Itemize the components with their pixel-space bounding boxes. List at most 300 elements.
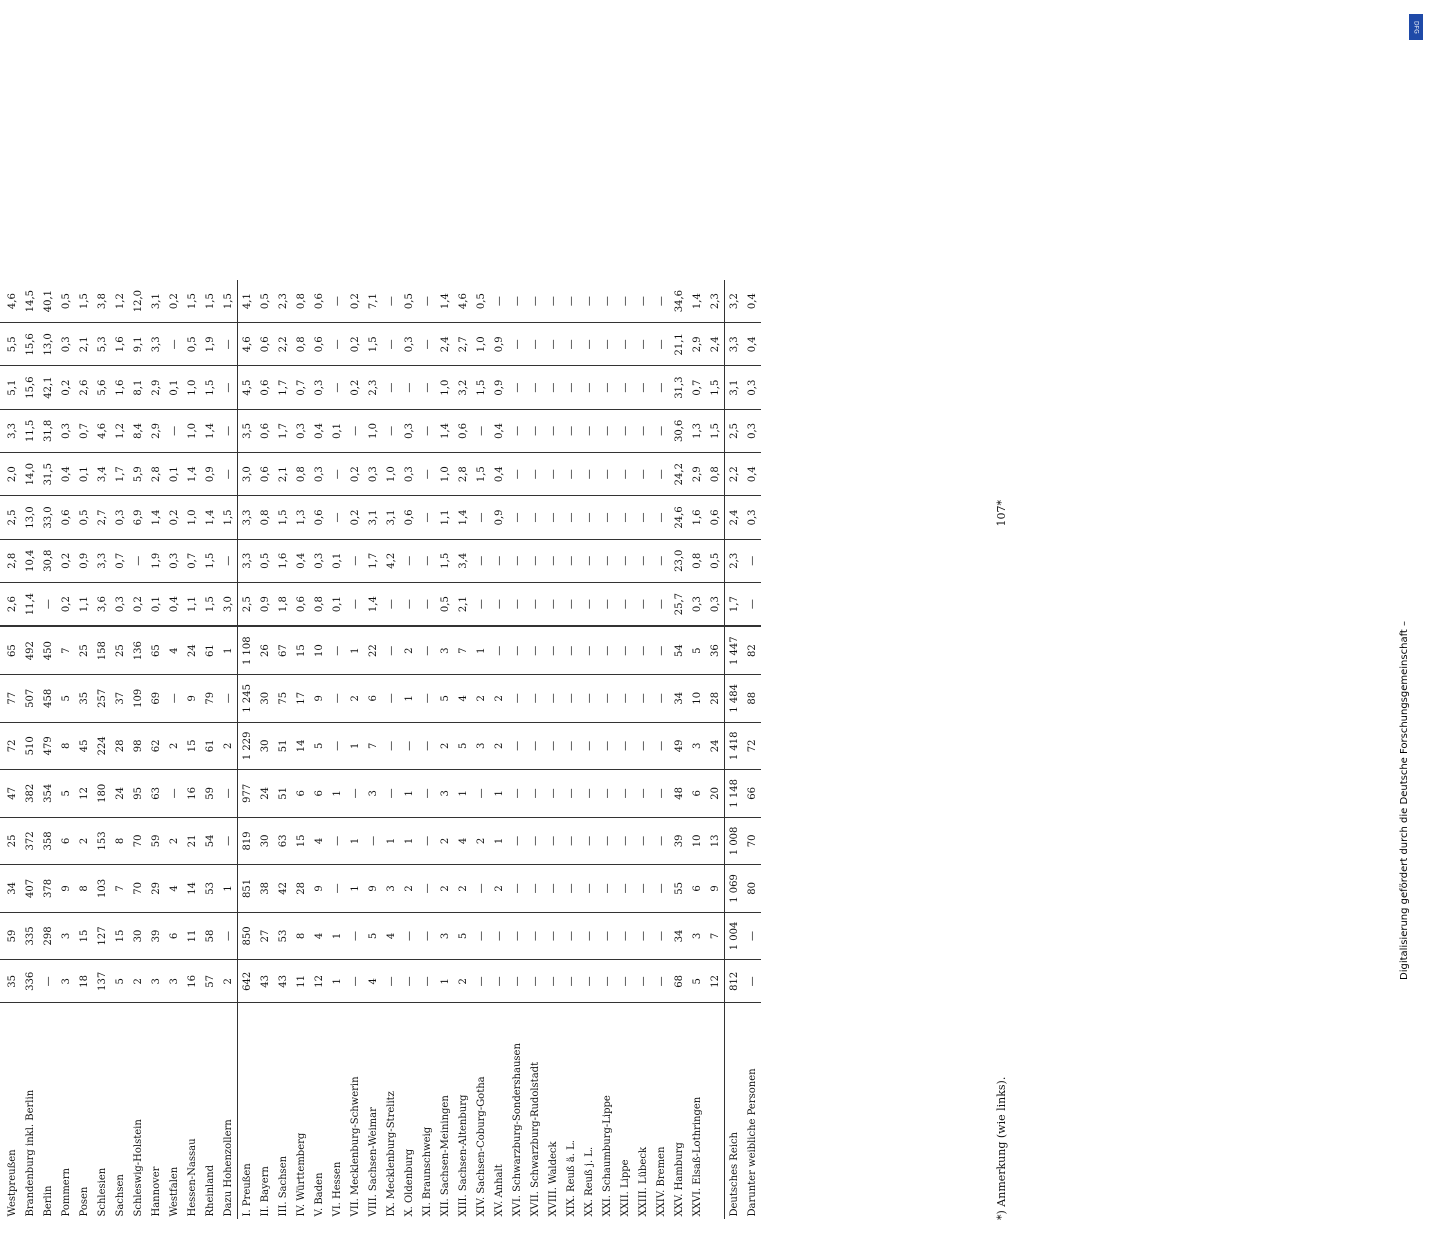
- table-cell: 1: [490, 817, 508, 865]
- table-cell: 1,1: [183, 582, 201, 626]
- table-cell: —: [508, 496, 526, 539]
- table-cell: 28: [706, 675, 725, 723]
- table-cell: 11,5: [21, 409, 39, 452]
- table-cell: 1,5: [706, 366, 725, 409]
- table-row: [670, 280, 688, 1220]
- table-cell: 1,1: [75, 582, 93, 626]
- table-cell: —: [580, 770, 598, 818]
- table-cell: —: [616, 960, 634, 1003]
- table-cell: 0,2: [346, 280, 364, 323]
- table-cell: 45: [75, 722, 93, 770]
- table-cell: 510: [21, 722, 39, 770]
- table-cell: —: [526, 912, 544, 960]
- table-cell: 34: [3, 865, 21, 913]
- table-cell: —: [562, 675, 580, 723]
- table-cell: 47: [3, 770, 21, 818]
- table-cell: 3,3: [93, 539, 111, 582]
- table-row: [111, 280, 129, 1220]
- table-cell: 1 008: [725, 817, 744, 865]
- table-cell: 2,1: [454, 582, 472, 626]
- table-cell: —: [418, 323, 436, 366]
- table-cell: 25: [3, 817, 21, 865]
- table-cell: 82: [743, 626, 761, 674]
- table-cell: —: [580, 626, 598, 674]
- table-cell: 3,4: [454, 539, 472, 582]
- table-cell: —: [580, 582, 598, 626]
- table-cell: 14,0: [21, 453, 39, 496]
- table-cell: 15: [111, 912, 129, 960]
- table-cell: —: [165, 675, 183, 723]
- table-cell: —: [616, 539, 634, 582]
- table-cell: 0,8: [310, 582, 328, 626]
- table-cell: 58: [201, 912, 219, 960]
- table-cell: 2: [346, 675, 364, 723]
- table-cell: 5,9: [129, 453, 147, 496]
- table-cell: 1,7: [364, 539, 382, 582]
- row-label: XX. Reuß j. L.: [583, 1146, 595, 1217]
- table-row: [75, 280, 93, 1220]
- table-cell: 378: [39, 865, 57, 913]
- table-cell: —: [508, 865, 526, 913]
- table-cell: —: [400, 582, 418, 626]
- table-cell: 3,1: [364, 496, 382, 539]
- table-cell: 0,3: [57, 323, 75, 366]
- table-cell: —: [580, 960, 598, 1003]
- table-cell: 6: [292, 770, 310, 818]
- table-cell: 2: [165, 817, 183, 865]
- table-cell: 1: [490, 770, 508, 818]
- table-row: [562, 280, 580, 1220]
- table-cell: 0,2: [346, 366, 364, 409]
- table-cell: 257: [93, 675, 111, 723]
- table-cell: 0,3: [400, 453, 418, 496]
- table-cell: —: [508, 409, 526, 452]
- table-cell: —: [328, 323, 346, 366]
- table-cell: —: [382, 280, 400, 323]
- table-cell: —: [526, 280, 544, 323]
- table-cell: —: [562, 280, 580, 323]
- table-cell: —: [743, 912, 761, 960]
- table-cell: 54: [201, 817, 219, 865]
- table-cell: —: [418, 626, 436, 674]
- table-cell: 6: [688, 770, 706, 818]
- table-cell: 9,1: [129, 323, 147, 366]
- table-cell: 0,8: [688, 539, 706, 582]
- table-cell: 51: [274, 770, 292, 818]
- row-label: Westpreußen: [6, 1149, 18, 1217]
- table-cell: 0,3: [400, 323, 418, 366]
- table-cell: 59: [201, 770, 219, 818]
- table-cell: 1: [346, 865, 364, 913]
- table-cell: 3,3: [238, 496, 257, 539]
- table-cell: —: [598, 817, 616, 865]
- table-cell: —: [580, 366, 598, 409]
- table-cell: 9: [364, 865, 382, 913]
- table-cell: —: [472, 960, 490, 1003]
- table-cell: 4,1: [238, 280, 257, 323]
- table-cell: 4,6: [3, 280, 21, 323]
- table-cell: 65: [147, 626, 165, 674]
- table-cell: —: [652, 280, 670, 323]
- table-cell: 0,4: [292, 539, 310, 582]
- table-cell: 0,8: [292, 453, 310, 496]
- table-cell: 57: [201, 960, 219, 1003]
- table-cell: 1,7: [111, 453, 129, 496]
- table-cell: —: [418, 770, 436, 818]
- table-cell: 1,4: [436, 409, 454, 452]
- row-label: XVIII. Waldeck: [547, 1141, 559, 1217]
- table-cell: —: [346, 539, 364, 582]
- table-cell: 1,0: [183, 366, 201, 409]
- table-cell: 1 484: [725, 675, 744, 723]
- table-cell: 977: [238, 770, 257, 818]
- table-cell: 0,5: [256, 280, 274, 323]
- table-cell: 2,7: [93, 496, 111, 539]
- table-cell: —: [544, 960, 562, 1003]
- table-cell: 2: [436, 722, 454, 770]
- table-row: [436, 280, 454, 1220]
- table-cell: 1,5: [436, 539, 454, 582]
- table-cell: 72: [3, 722, 21, 770]
- table-cell: 0,1: [147, 582, 165, 626]
- table-cell: —: [400, 722, 418, 770]
- table-cell: 0,3: [165, 539, 183, 582]
- row-label: XV. Anhalt: [493, 1164, 505, 1217]
- table-cell: 6: [688, 865, 706, 913]
- table-cell: 38: [256, 865, 274, 913]
- table-cell: —: [418, 539, 436, 582]
- table-cell: —: [472, 582, 490, 626]
- table-row: [165, 280, 183, 1220]
- table-cell: 36: [706, 626, 725, 674]
- table-cell: 458: [39, 675, 57, 723]
- table-cell: 30,6: [670, 409, 688, 452]
- table-cell: 1,5: [472, 453, 490, 496]
- table-cell: 1,8: [274, 582, 292, 626]
- table-cell: —: [652, 722, 670, 770]
- row-label: XXIV. Bremen: [655, 1146, 667, 1217]
- table-cell: —: [616, 770, 634, 818]
- table-cell: 27: [256, 912, 274, 960]
- table-cell: —: [508, 626, 526, 674]
- row-label: [706, 1003, 725, 1220]
- table-cell: 3: [382, 865, 400, 913]
- table-cell: —: [508, 960, 526, 1003]
- table-cell: 2: [436, 865, 454, 913]
- table-cell: —: [346, 770, 364, 818]
- table-row: [725, 280, 744, 1220]
- table-cell: —: [598, 770, 616, 818]
- table-cell: 1: [454, 770, 472, 818]
- table-cell: 15: [183, 722, 201, 770]
- table-cell: 26: [256, 626, 274, 674]
- table-cell: —: [652, 496, 670, 539]
- table-cell: 812: [725, 960, 744, 1003]
- table-cell: 1,9: [201, 323, 219, 366]
- table-cell: 14: [292, 722, 310, 770]
- table-cell: 2,4: [725, 496, 744, 539]
- table-cell: 16: [183, 770, 201, 818]
- table-cell: —: [598, 323, 616, 366]
- table-cell: 30: [256, 722, 274, 770]
- table-cell: 2: [75, 817, 93, 865]
- table-cell: 1,6: [688, 496, 706, 539]
- table-cell: 31,5: [39, 453, 57, 496]
- table-cell: 4,6: [93, 409, 111, 452]
- table-cell: 2: [454, 865, 472, 913]
- table-cell: 0,2: [346, 496, 364, 539]
- table-cell: 34: [670, 675, 688, 723]
- table-cell: —: [472, 912, 490, 960]
- statistics-table: [0, 280, 761, 1220]
- table-cell: —: [526, 960, 544, 1003]
- table-cell: —: [616, 865, 634, 913]
- table-cell: —: [526, 366, 544, 409]
- table-cell: —: [544, 496, 562, 539]
- table-cell: 61: [201, 722, 219, 770]
- table-cell: 24: [256, 770, 274, 818]
- table-cell: 3,0: [238, 453, 257, 496]
- table-cell: 7: [454, 626, 472, 674]
- table-cell: —: [508, 722, 526, 770]
- row-label: XVI. Schwarzburg-Sondershausen: [511, 1043, 523, 1217]
- table-row: [238, 280, 257, 1220]
- table-cell: 407: [21, 865, 39, 913]
- table-cell: 7,1: [364, 280, 382, 323]
- table-cell: 15,6: [21, 323, 39, 366]
- table-cell: 0,4: [490, 453, 508, 496]
- table-cell: 0,3: [111, 496, 129, 539]
- table-cell: 1,5: [201, 539, 219, 582]
- table-cell: 1,9: [147, 539, 165, 582]
- table-cell: 1,7: [725, 582, 744, 626]
- table-cell: 0,5: [706, 539, 725, 582]
- table-cell: 1,3: [688, 409, 706, 452]
- table-cell: 0,8: [292, 323, 310, 366]
- table-cell: —: [598, 366, 616, 409]
- table-cell: —: [490, 626, 508, 674]
- table-cell: 7: [364, 722, 382, 770]
- table-cell: —: [382, 366, 400, 409]
- table-cell: —: [743, 582, 761, 626]
- table-cell: —: [562, 496, 580, 539]
- table-cell: 48: [670, 770, 688, 818]
- table-cell: —: [328, 817, 346, 865]
- table-cell: 16: [183, 960, 201, 1003]
- table-cell: —: [562, 626, 580, 674]
- table-cell: —: [328, 453, 346, 496]
- table-cell: 2,2: [274, 323, 292, 366]
- table-cell: 1,4: [201, 409, 219, 452]
- table-cell: 0,1: [328, 582, 346, 626]
- table-cell: 5,5: [3, 323, 21, 366]
- table-cell: 1,5: [201, 582, 219, 626]
- table-cell: 6,9: [129, 496, 147, 539]
- table-cell: 2: [490, 865, 508, 913]
- table-cell: 2,4: [436, 323, 454, 366]
- table-cell: 12: [706, 960, 725, 1003]
- table-cell: 3,6: [93, 582, 111, 626]
- table-cell: 2: [129, 960, 147, 1003]
- table-cell: 127: [93, 912, 111, 960]
- dfg-sidebar: [1399, 0, 1432, 1000]
- table-cell: 59: [3, 912, 21, 960]
- table-cell: 0,2: [165, 496, 183, 539]
- table-cell: 40,1: [39, 280, 57, 323]
- table-cell: —: [634, 409, 652, 452]
- table-cell: 2: [165, 722, 183, 770]
- row-label: XVII. Schwarzburg-Rudolstadt: [529, 1061, 541, 1217]
- table-cell: 819: [238, 817, 257, 865]
- table-cell: 0,4: [490, 409, 508, 452]
- table-cell: —: [634, 323, 652, 366]
- table-cell: —: [544, 539, 562, 582]
- table-cell: 180: [93, 770, 111, 818]
- table-cell: 1,0: [436, 453, 454, 496]
- table-cell: —: [580, 280, 598, 323]
- table-cell: 5: [57, 770, 75, 818]
- table-cell: 1,4: [436, 280, 454, 323]
- table-row: [57, 280, 75, 1220]
- table-cell: —: [328, 280, 346, 323]
- table-cell: —: [652, 912, 670, 960]
- table-cell: 6: [310, 770, 328, 818]
- table-cell: —: [526, 770, 544, 818]
- table-cell: 6: [165, 912, 183, 960]
- table-cell: —: [508, 323, 526, 366]
- table-cell: 0,1: [328, 539, 346, 582]
- table-cell: 158: [93, 626, 111, 674]
- table-cell: 0,3: [743, 496, 761, 539]
- table-cell: 53: [274, 912, 292, 960]
- table-cell: —: [634, 722, 652, 770]
- table-cell: —: [165, 770, 183, 818]
- table-cell: —: [219, 409, 238, 452]
- table-cell: 4: [165, 626, 183, 674]
- table-cell: 0,6: [57, 496, 75, 539]
- table-cell: 851: [238, 865, 257, 913]
- table-cell: 2,5: [238, 582, 257, 626]
- table-cell: —: [743, 960, 761, 1003]
- row-label: II. Bayern: [259, 1166, 271, 1217]
- table-cell: —: [652, 323, 670, 366]
- table-cell: —: [580, 817, 598, 865]
- table-cell: —: [364, 817, 382, 865]
- row-label: XXIII. Lübeck: [637, 1146, 649, 1217]
- table-cell: —: [634, 626, 652, 674]
- table-cell: 3,2: [454, 366, 472, 409]
- table-cell: 1 245: [238, 675, 257, 723]
- table-cell: —: [562, 323, 580, 366]
- table-cell: 3: [165, 960, 183, 1003]
- table-cell: —: [400, 960, 418, 1003]
- table-cell: 0,8: [706, 453, 725, 496]
- table-cell: —: [490, 280, 508, 323]
- table-cell: —: [472, 539, 490, 582]
- table-cell: 43: [256, 960, 274, 1003]
- table-cell: —: [616, 675, 634, 723]
- table-cell: —: [219, 323, 238, 366]
- table-cell: 2,9: [147, 366, 165, 409]
- row-label: Berlin: [42, 1185, 54, 1217]
- table-cell: —: [526, 323, 544, 366]
- table-cell: 10: [688, 817, 706, 865]
- table-cell: 9: [183, 675, 201, 723]
- table-row: [147, 280, 165, 1220]
- table-cell: 0,9: [490, 496, 508, 539]
- table-cell: 3: [436, 770, 454, 818]
- table-row: [382, 280, 400, 1220]
- row-label: I. Preußen: [238, 1003, 257, 1220]
- table-cell: 2: [490, 722, 508, 770]
- table-cell: 2: [400, 626, 418, 674]
- table-cell: 298: [39, 912, 57, 960]
- table-cell: 492: [21, 626, 39, 674]
- table-cell: 2,5: [725, 409, 744, 452]
- table-cell: 3: [472, 722, 490, 770]
- table-cell: —: [508, 539, 526, 582]
- table-cell: 0,2: [129, 582, 147, 626]
- table-cell: 7: [111, 865, 129, 913]
- table-cell: 4: [382, 912, 400, 960]
- table-cell: 3,3: [147, 323, 165, 366]
- table-cell: 4,5: [238, 366, 257, 409]
- table-cell: 153: [93, 817, 111, 865]
- table-cell: —: [508, 366, 526, 409]
- table-cell: 30: [256, 817, 274, 865]
- table-cell: —: [634, 453, 652, 496]
- table-cell: —: [634, 817, 652, 865]
- table-cell: 43: [274, 960, 292, 1003]
- table-row: [634, 280, 652, 1220]
- table-cell: 1,0: [436, 366, 454, 409]
- table-cell: 8: [292, 912, 310, 960]
- table-cell: 2,5: [3, 496, 21, 539]
- table-cell: —: [616, 280, 634, 323]
- table-cell: 63: [274, 817, 292, 865]
- table-cell: 24: [183, 626, 201, 674]
- table-cell: 2: [472, 817, 490, 865]
- row-label: Westfalen: [168, 1166, 180, 1217]
- row-label: VII. Mecklenburg-Schwerin: [349, 1076, 361, 1217]
- table-cell: 1: [472, 626, 490, 674]
- table-cell: 0,5: [75, 496, 93, 539]
- table-cell: 2: [219, 960, 238, 1003]
- table-cell: 2: [490, 675, 508, 723]
- table-cell: 1 004: [725, 912, 744, 960]
- table-cell: 2: [454, 960, 472, 1003]
- table-cell: 13: [706, 817, 725, 865]
- table-cell: —: [562, 582, 580, 626]
- table-cell: 0,3: [111, 582, 129, 626]
- table-cell: 2,8: [454, 453, 472, 496]
- table-cell: 3,1: [382, 496, 400, 539]
- table-cell: 1,5: [201, 280, 219, 323]
- table-cell: 95: [129, 770, 147, 818]
- table-cell: —: [634, 280, 652, 323]
- table-cell: 10,4: [21, 539, 39, 582]
- table-cell: —: [544, 280, 562, 323]
- table-cell: 0,7: [111, 539, 129, 582]
- table-cell: —: [652, 770, 670, 818]
- table-cell: 1,7: [274, 409, 292, 452]
- table-cell: 1: [382, 817, 400, 865]
- row-label: XIV. Sachsen-Coburg-Gotha: [475, 1076, 487, 1217]
- table-cell: —: [580, 453, 598, 496]
- table-cell: 3: [436, 626, 454, 674]
- table-cell: 77: [3, 675, 21, 723]
- table-cell: 8,1: [129, 366, 147, 409]
